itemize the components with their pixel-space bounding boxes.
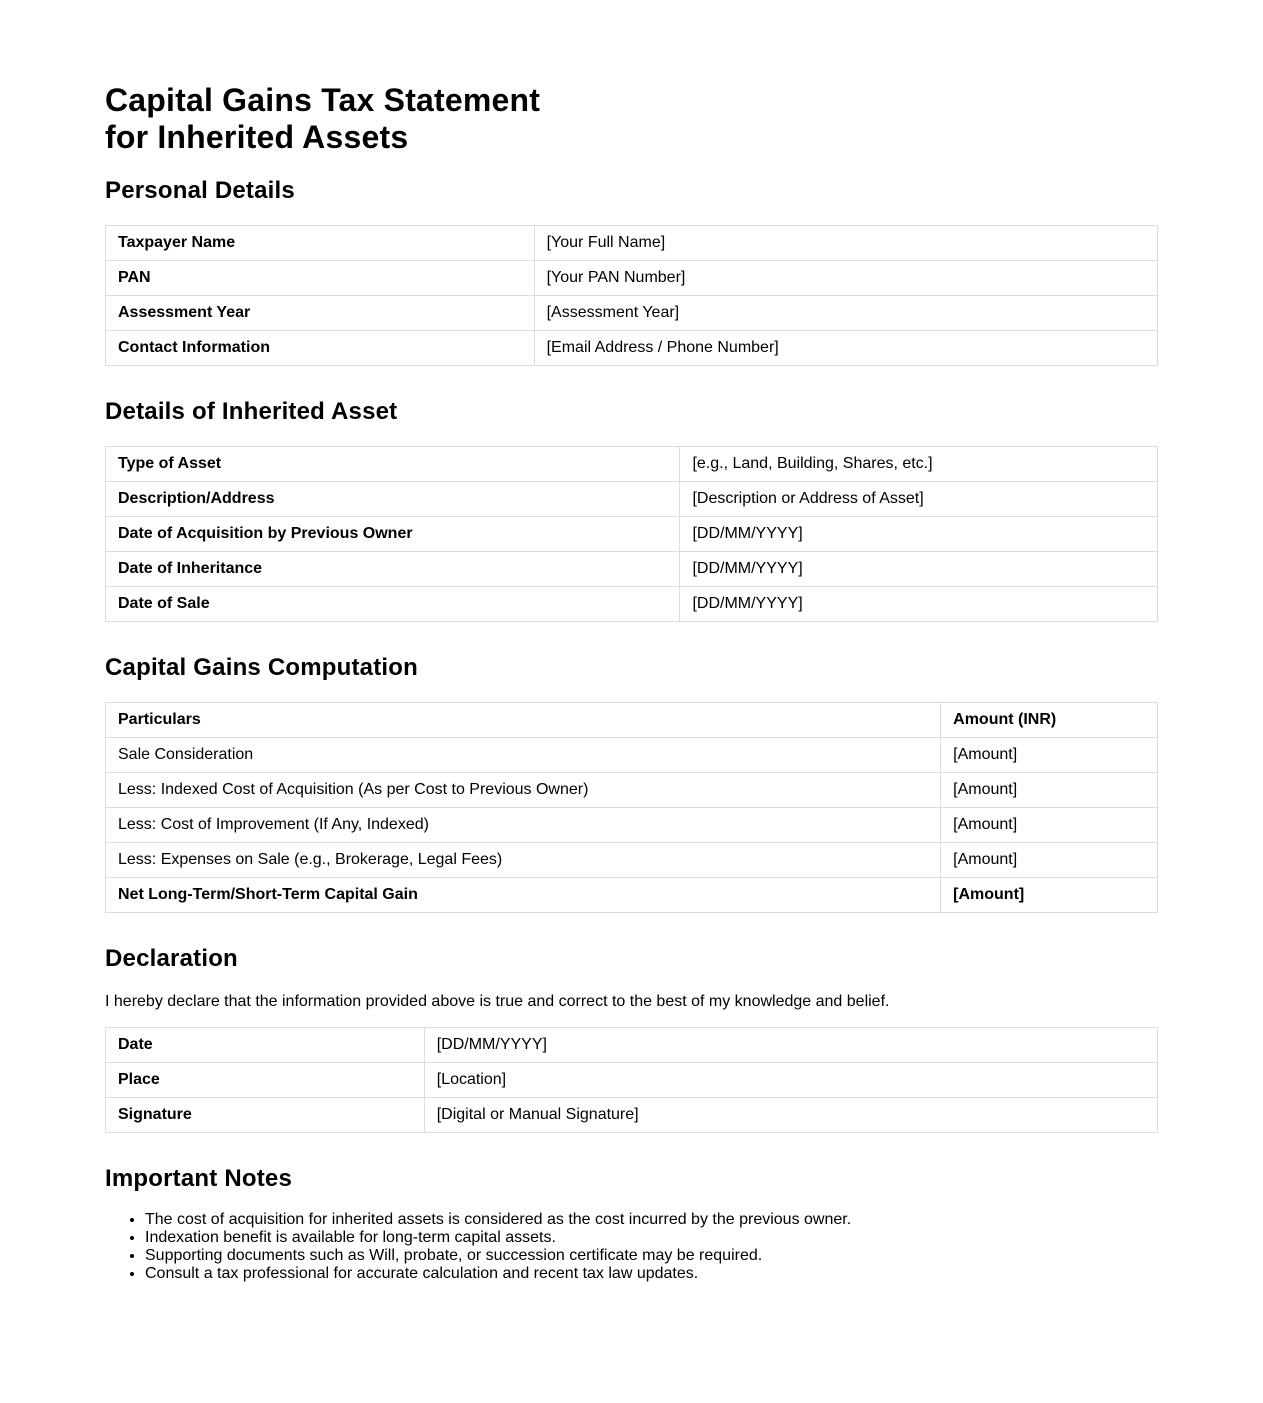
- table-row: [106, 1098, 1158, 1133]
- table-row: [106, 296, 1158, 331]
- declaration-section: [105, 945, 1158, 1133]
- row-value: [Location]: [424, 1063, 1157, 1098]
- row-label: Description/Address: [106, 482, 680, 517]
- row-label: Less: Expenses on Sale (e.g., Brokerage, Legal Fees): [106, 843, 941, 878]
- declaration-text: I hereby declare that the information provided above is true and correct to the best of my knowledge and belief.: [105, 993, 890, 1010]
- row-label: Date of Inheritance: [106, 552, 680, 587]
- table-row: [106, 552, 1158, 587]
- important-notes-heading: Important Notes: [105, 1165, 293, 1192]
- table-header-row: [106, 703, 1158, 738]
- list-item: • Indexation benefit is available for long-term capital assets.: [145, 1229, 1158, 1247]
- row-label: Contact Information: [106, 331, 535, 366]
- row-value: [DD/MM/YYYY]: [680, 552, 1158, 587]
- row-value: [DD/MM/YYYY]: [680, 517, 1158, 552]
- row-value: [DD/MM/YYYY]: [680, 587, 1158, 622]
- table-row: [106, 482, 1158, 517]
- inherited-asset-table: [105, 446, 1158, 622]
- row-label: Date of Sale: [106, 587, 680, 622]
- row-label: PAN: [106, 261, 535, 296]
- document-title: [105, 82, 1158, 156]
- row-value: [Description or Address of Asset]: [680, 482, 1158, 517]
- document: [105, 82, 1158, 1283]
- table-row: [106, 226, 1158, 261]
- row-value: [Amount]: [941, 843, 1158, 878]
- row-label: Date of Acquisition by Previous Owner: [106, 517, 680, 552]
- capital-gains-computation-table: [105, 702, 1158, 913]
- table-row: [106, 261, 1158, 296]
- personal-details-section: [105, 177, 1158, 366]
- column-header-amount: Amount (INR): [941, 703, 1158, 738]
- table-row: [106, 738, 1158, 773]
- row-label: Assessment Year: [106, 296, 535, 331]
- row-value: [DD/MM/YYYY]: [424, 1028, 1157, 1063]
- total-row: [106, 878, 1158, 913]
- table-row: [106, 331, 1158, 366]
- table-row: [106, 773, 1158, 808]
- table-row: [106, 1063, 1158, 1098]
- total-label: Net Long-Term/Short-Term Capital Gain: [106, 878, 941, 913]
- row-label: Place: [106, 1063, 425, 1098]
- table-row: [106, 1028, 1158, 1063]
- personal-details-table: [105, 225, 1158, 366]
- row-label: Less: Indexed Cost of Acquisition (As per Cost to Previous Owner): [106, 773, 941, 808]
- row-label: Date: [106, 1028, 425, 1063]
- row-label: Taxpayer Name: [106, 226, 535, 261]
- row-value: [e.g., Land, Building, Shares, etc.]: [680, 447, 1158, 482]
- capital-gains-computation-heading: Capital Gains Computation: [105, 654, 419, 681]
- column-header-particulars: Particulars: [106, 703, 941, 738]
- list-item: • The cost of acquisition for inherited assets is considered as the cost incurred by the previous owner.: [145, 1211, 1158, 1229]
- important-notes-section: [105, 1165, 1158, 1283]
- list-item: • Supporting documents such as Will, probate, or succession certificate may be required.: [145, 1247, 1158, 1265]
- row-value: [Amount]: [941, 773, 1158, 808]
- row-value: [Your Full Name]: [534, 226, 1157, 261]
- table-row: [106, 843, 1158, 878]
- row-label: Type of Asset: [106, 447, 680, 482]
- important-notes-list: [105, 1211, 1158, 1283]
- row-value: [Amount]: [941, 808, 1158, 843]
- row-value: [Amount]: [941, 738, 1158, 773]
- table-row: [106, 517, 1158, 552]
- inherited-asset-section: [105, 398, 1158, 622]
- row-label: Signature: [106, 1098, 425, 1133]
- declaration-heading: Declaration: [105, 945, 238, 972]
- row-value: [Digital or Manual Signature]: [424, 1098, 1157, 1133]
- title-line-2: for Inherited Assets: [105, 119, 409, 155]
- declaration-table: [105, 1027, 1158, 1133]
- capital-gains-computation-section: [105, 654, 1158, 913]
- row-label: Sale Consideration: [106, 738, 941, 773]
- table-row: [106, 587, 1158, 622]
- list-item: • Consult a tax professional for accurate calculation and recent tax law updates.: [145, 1265, 1158, 1283]
- total-value: [Amount]: [941, 878, 1158, 913]
- table-row: [106, 447, 1158, 482]
- row-label: Less: Cost of Improvement (If Any, Indexed): [106, 808, 941, 843]
- table-row: [106, 808, 1158, 843]
- row-value: [Assessment Year]: [534, 296, 1157, 331]
- inherited-asset-heading: Details of Inherited Asset: [105, 398, 398, 425]
- row-value: [Your PAN Number]: [534, 261, 1157, 296]
- row-value: [Email Address / Phone Number]: [534, 331, 1157, 366]
- personal-details-heading: Personal Details: [105, 177, 295, 204]
- title-line-1: Capital Gains Tax Statement: [105, 82, 541, 118]
